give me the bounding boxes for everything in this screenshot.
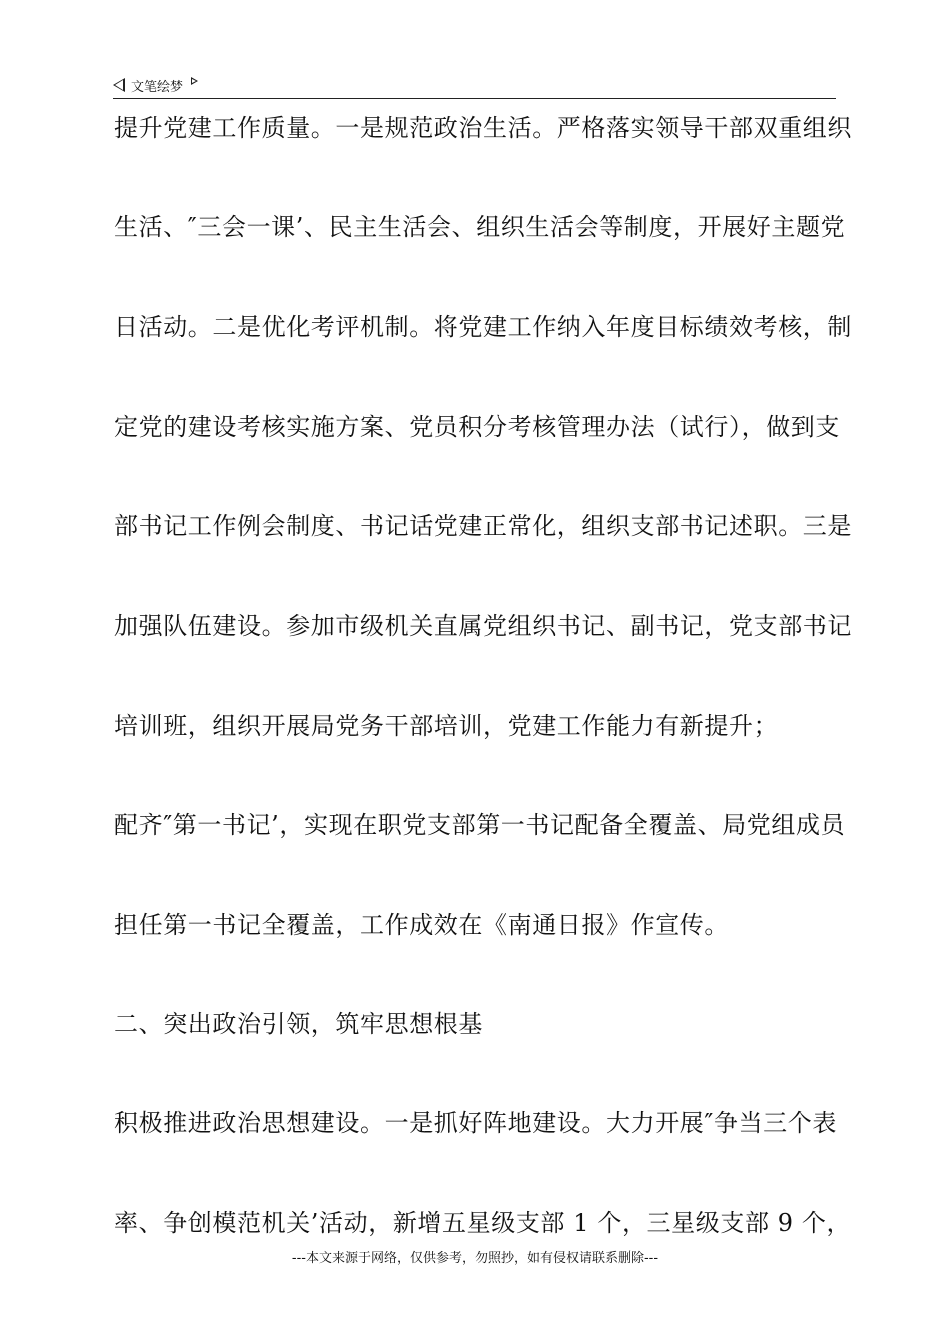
text-line: 担任第一书记全覆盖，工作成效在《南通日报》作宣传。 <box>114 911 729 939</box>
page-header <box>113 72 836 99</box>
text-line: 定党的建设考核实施方案、党员积分考核管理办法（试行），做到支 <box>114 413 840 441</box>
text-line: 日活动。二是优化考评机制。将党建工作纳入年度目标绩效考核，制 <box>114 313 852 341</box>
text-line: 率、争创模范机关’活动，新增五星级支部 1 个，三星级支部 9 个， <box>114 1209 852 1237</box>
section-heading: 二、突出政治引领，筑牢思想根基 <box>114 1010 483 1038</box>
header-title: 文笔绘梦 <box>131 79 184 95</box>
triangle-left-icon <box>113 78 125 92</box>
text-line: 加强队伍建设。参加市级机关直属党组织书记、副书记，党支部书记 <box>114 612 852 640</box>
footer-notice: ---本文来源于网络，仅供参考，勿照抄，如有侵权请联系删除--- <box>291 1251 659 1266</box>
text-line: 培训班，组织开展局党务干部培训，党建工作能力有新提升； <box>114 712 779 740</box>
text-line: 提升党建工作质量。一是规范政治生活。严格落实领导干部双重组织 <box>114 114 852 142</box>
text-line: 部书记工作例会制度、书记话党建正常化，组织支部书记述职。三是 <box>114 512 852 540</box>
text-line: 生活、″三会一课’、民主生活会、组织生活会等制度，开展好主题党 <box>114 213 846 241</box>
text-line: 配齐″第一书记’，实现在职党支部第一书记配备全覆盖、局党组成员 <box>114 811 846 839</box>
triangle-right-icon <box>191 77 198 85</box>
text-line: 积极推进政治思想建设。一是抓好阵地建设。大力开展″争当三个表 <box>114 1109 837 1137</box>
